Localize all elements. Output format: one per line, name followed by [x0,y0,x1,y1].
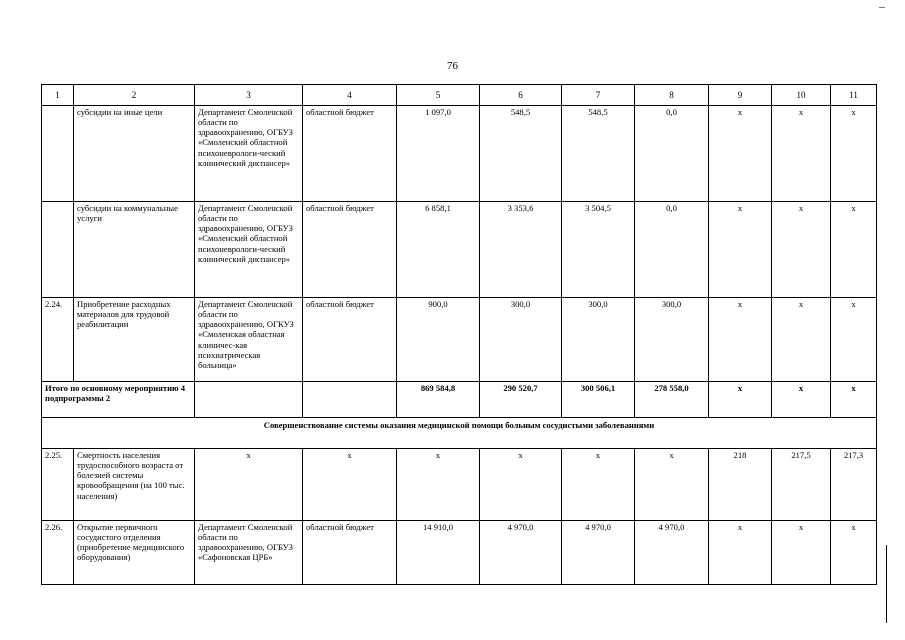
column-header: 4 [303,85,397,106]
column-header: 3 [195,85,303,106]
row-number [42,202,74,298]
column-header: 8 [635,85,709,106]
row-number: 2.26. [42,521,74,585]
page-number: 76 [447,60,458,72]
indicator-year-3: x [831,298,877,382]
executor: Департамент Смоленской области по здравоохранению, ОГБУЗ «Сафоновская ЦРБ» [195,521,303,585]
empty-cell [195,382,303,418]
indicator-year-1: x [709,521,772,585]
indicator-year-1: x [709,382,772,418]
table-row [42,202,877,298]
row-number: 2.24. [42,298,74,382]
budget-table [41,84,877,585]
funding-source: областной бюджет [303,298,397,382]
amount-year-2: 300 506,1 [562,382,635,418]
amount-year-2: 3 504,5 [562,202,635,298]
column-header: 11 [831,85,877,106]
amount-year-2: 548,5 [562,106,635,202]
indicator-year-3: x [831,521,877,585]
indicator-year-2: x [772,202,831,298]
row-number: 2.25. [42,449,74,521]
total-label: Итого по основному мероприятию 4 подпрограммы 2 [42,382,195,418]
column-header: 5 [397,85,480,106]
indicator-year-3: 217,3 [831,449,877,521]
section-cell [42,418,877,449]
table-header-row [42,85,877,106]
amount-year-2: 300,0 [562,298,635,382]
table-row [42,106,877,202]
executor: Департамент Смоленской области по здравоохранению, ОГКУЗ «Смоленская областная клиничес-кая психиатрическая больница» [195,298,303,382]
indicator-year-2: x [772,521,831,585]
amount-year-1: x [480,449,562,521]
funding-source: областной бюджет [303,106,397,202]
amount-total: 6 858,1 [397,202,480,298]
amount-year-1: 300,0 [480,298,562,382]
indicator-year-2: x [772,106,831,202]
amount-total: 869 584,8 [397,382,480,418]
indicator-year-1: x [709,106,772,202]
indicator-year-2: x [772,382,831,418]
indicator-year-3: x [831,382,877,418]
column-header: 7 [562,85,635,106]
amount-year-3: 0,0 [635,202,709,298]
activity-name: Приобретение расходных материалов для трудовой реабилитации [74,298,195,382]
table-row [42,449,877,521]
amount-total: 1 097,0 [397,106,480,202]
margin-rule [886,545,887,623]
column-header: 1 [42,85,74,106]
table-row [42,521,877,585]
amount-total: 900,0 [397,298,480,382]
executor: Департамент Смоленской области по здравоохранению, ОГБУЗ «Смоленский областной психоневрологи-ческий клинический диспансер» [195,106,303,202]
amount-year-3: 278 558,0 [635,382,709,418]
amount-year-3: 0,0 [635,106,709,202]
section-row [42,418,877,449]
column-header: 10 [772,85,831,106]
funding-source: областной бюджет [303,202,397,298]
activity-name: Открытие первичного сосудистого отделения (приобретение медицинского оборудования) [74,521,195,585]
amount-year-1: 290 520,7 [480,382,562,418]
amount-year-1: 3 353,6 [480,202,562,298]
executor: Департамент Смоленской области по здравоохранению, ОГБУЗ «Смоленский областной психоневрологи-ческий клинический диспансер» [195,202,303,298]
amount-total: 14 910,0 [397,521,480,585]
executor: x [195,449,303,521]
indicator-year-1: x [709,298,772,382]
table-row [42,298,877,382]
amount-total: x [397,449,480,521]
indicator-year-3: x [831,202,877,298]
amount-year-1: 4 970,0 [480,521,562,585]
column-header: 6 [480,85,562,106]
amount-year-3: 4 970,0 [635,521,709,585]
indicator-year-1: x [709,202,772,298]
amount-year-2: 4 970,0 [562,521,635,585]
funding-source: областной бюджет [303,521,397,585]
scan-mark [879,7,885,8]
empty-cell [303,382,397,418]
column-header: 9 [709,85,772,106]
section-title: Совершенствование системы оказания медицинской помощи больным сосудистыми заболеваниями [263,420,655,430]
amount-year-2: x [562,449,635,521]
activity-name: субсидии на иные цели [74,106,195,202]
amount-year-1: 548,5 [480,106,562,202]
activity-name: Смертность населения трудоспособного возраста от болезней системы кровообращения (на 100 тыс. населения) [74,449,195,521]
amount-year-3: 300,0 [635,298,709,382]
indicator-year-3: x [831,106,877,202]
activity-name: субсидии на коммунальные услуги [74,202,195,298]
indicator-year-2: x [772,298,831,382]
indicator-year-2: 217,5 [772,449,831,521]
column-header: 2 [74,85,195,106]
row-number [42,106,74,202]
funding-source: x [303,449,397,521]
amount-year-3: x [635,449,709,521]
total-row [42,382,877,418]
indicator-year-1: 218 [709,449,772,521]
